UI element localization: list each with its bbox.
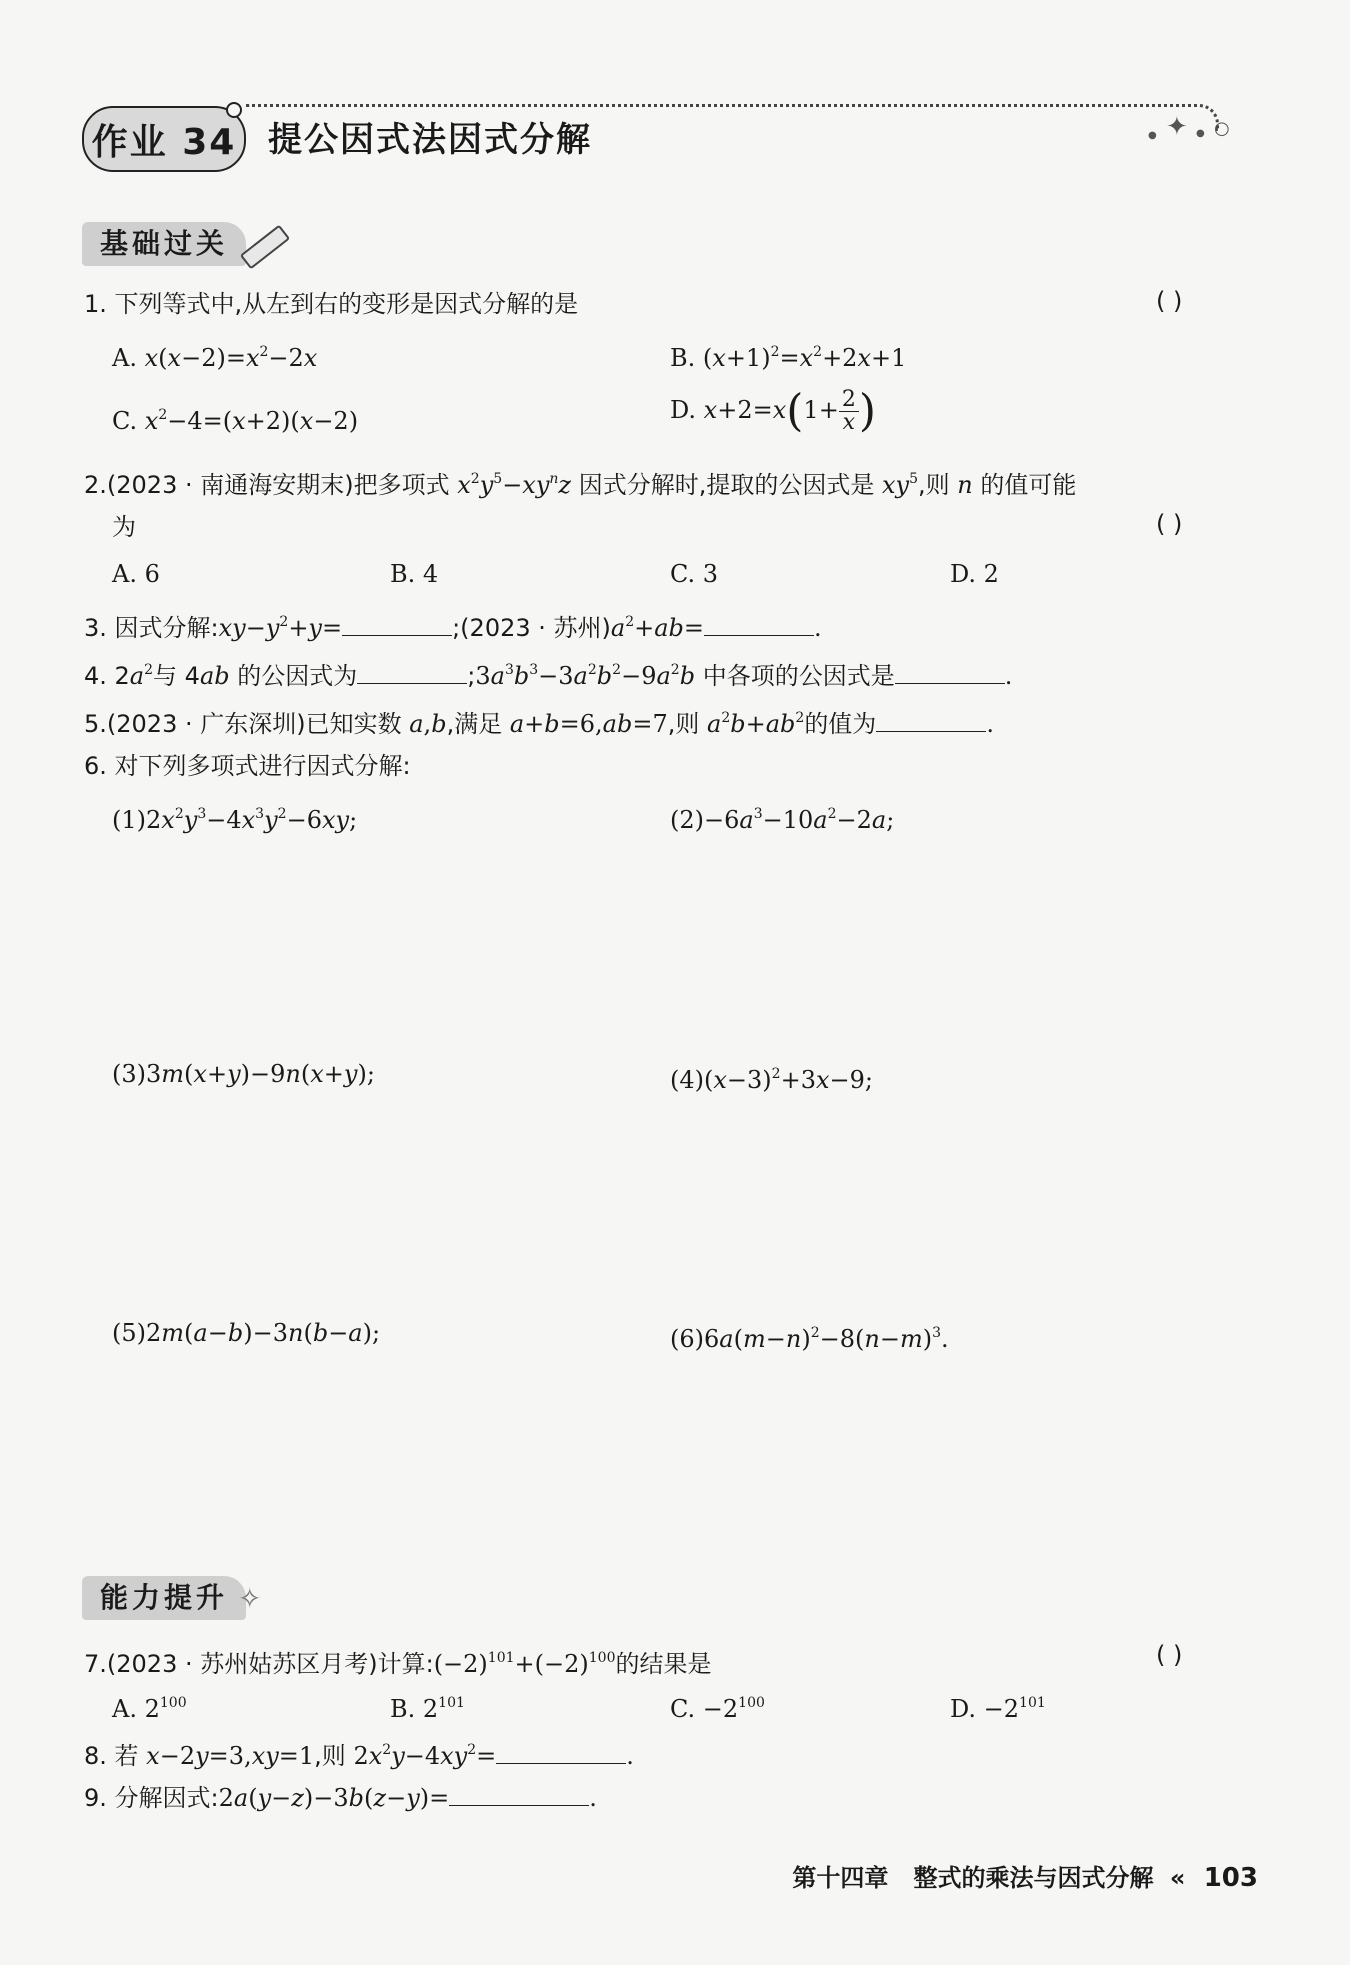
question-7-stem: 7.(2023 · 苏州姑苏区月考)计算$:(-2)^{101}+(-2)^{100}$的结果是	[84, 1650, 712, 1678]
answer-blank[interactable]	[342, 613, 452, 636]
question-4: 4. $2a^2$与 4ab 的公因式为 $;3a^3b^3-3a^2b^2-9a^2b$ 中各项的公因式是 .	[84, 662, 1013, 690]
question-7-option-c: C. $-2^{100}$	[670, 1695, 765, 1723]
circle-icon: ○	[1214, 118, 1230, 139]
section-tag-basic: 基础过关	[82, 222, 246, 266]
answer-blank[interactable]	[357, 661, 467, 684]
question-2-stem: 2.(2023 · 南通海安期末)把多项式 $x^2y^5-xy^nz$ 因式分解时,提取的公因式是 $xy^5$,则 n 的值可能	[84, 471, 1077, 499]
question-1-stem: 1. 下列等式中,从左到右的变形是因式分解的是	[84, 290, 579, 318]
question-1-option-a: A. $x(x-2)=x^2-2x$	[112, 344, 318, 372]
question-6-part-2: $(2)-6a^3-10a^2-2a$;	[670, 806, 895, 834]
chevron-left-icon: «	[1169, 1864, 1186, 1892]
question-1-option-b: B. $(x+1)^2=x^2+2x+1$	[670, 344, 907, 372]
question-7-option-b: B. $2^{101}$	[390, 1695, 465, 1723]
question-6-part-4: $(4)(x-3)^2+3x-9$;	[670, 1066, 873, 1094]
pencil-icon	[240, 225, 290, 270]
question-7-option-d: D. $-2^{101}$	[950, 1695, 1046, 1723]
chapter-title: 整式的乘法与因式分解	[913, 1864, 1154, 1892]
answer-bracket-2: ( )	[1156, 510, 1183, 538]
question-8: 8. 若 x−2y=3,xy=1,则 $2x^2y-4xy^2=$ .	[84, 1742, 634, 1770]
answer-blank[interactable]	[895, 661, 1005, 684]
question-5: 5.(2023 · 广东深圳)已知实数 a,b,满足 a+b=6,ab=7,则 $a^2b+ab^2$的值为 .	[84, 710, 994, 738]
question-6-part-1: $(1)2x^2y^3-4x^3y^2-6xy$;	[112, 806, 358, 834]
question-2-option-c: C. 3	[670, 560, 719, 588]
question-6-stem: 6. 对下列多项式进行因式分解:	[84, 752, 411, 780]
section-tag-advanced: 能力提升	[82, 1576, 246, 1620]
page-footer	[792, 1858, 1258, 1893]
question-1-option-d: D. x+2=x(1+ $\frac{2}{x}$ )	[670, 385, 876, 437]
homework-badge	[82, 106, 246, 172]
answer-blank[interactable]	[496, 1741, 626, 1764]
sparkle-icon: ✦	[1166, 112, 1188, 142]
dot-icon: ●	[1196, 128, 1205, 139]
page-title: 提公因式法因式分解	[268, 120, 592, 160]
answer-blank[interactable]	[876, 709, 986, 732]
answer-blank[interactable]	[704, 613, 814, 636]
question-1-option-c: C. $x^2-4=(x+2)(x-2)$	[112, 407, 359, 435]
answer-bracket-7: ( )	[1156, 1641, 1183, 1669]
ring-icon	[226, 102, 242, 118]
question-6-part-3: (3)3m(x+y)−9n(x+y);	[112, 1060, 375, 1088]
question-9: 9. 分解因式:2a(y−z)−3b(z−y)= .	[84, 1784, 597, 1812]
page-number: 103	[1203, 1863, 1258, 1893]
chapter-label: 第十四章	[792, 1864, 889, 1892]
homework-badge-text: 作业 34	[91, 121, 237, 163]
question-7-option-a: A. $2^{100}$	[112, 1695, 187, 1723]
question-6-part-5: (5)2m(a−b)−3n(b−a);	[112, 1319, 381, 1347]
question-2-option-a: A. 6	[112, 560, 160, 588]
question-3: 3. 因式分解$:xy-y^2+y=$ ;(2023 · 苏州)$a^2+ab=$ .	[84, 614, 822, 642]
question-2-option-d: D. 2	[950, 560, 999, 588]
answer-blank[interactable]	[449, 1783, 589, 1806]
question-2-stem-line2: 为	[112, 513, 136, 541]
dot-icon: ●	[1148, 130, 1157, 141]
question-6-part-6: $(6)6a(m-n)^2-8(n-m)^3$.	[670, 1325, 949, 1353]
question-2-option-b: B. 4	[390, 560, 439, 588]
sparkle-icon: ✧	[238, 1582, 262, 1615]
answer-bracket-1: ( )	[1156, 287, 1183, 315]
